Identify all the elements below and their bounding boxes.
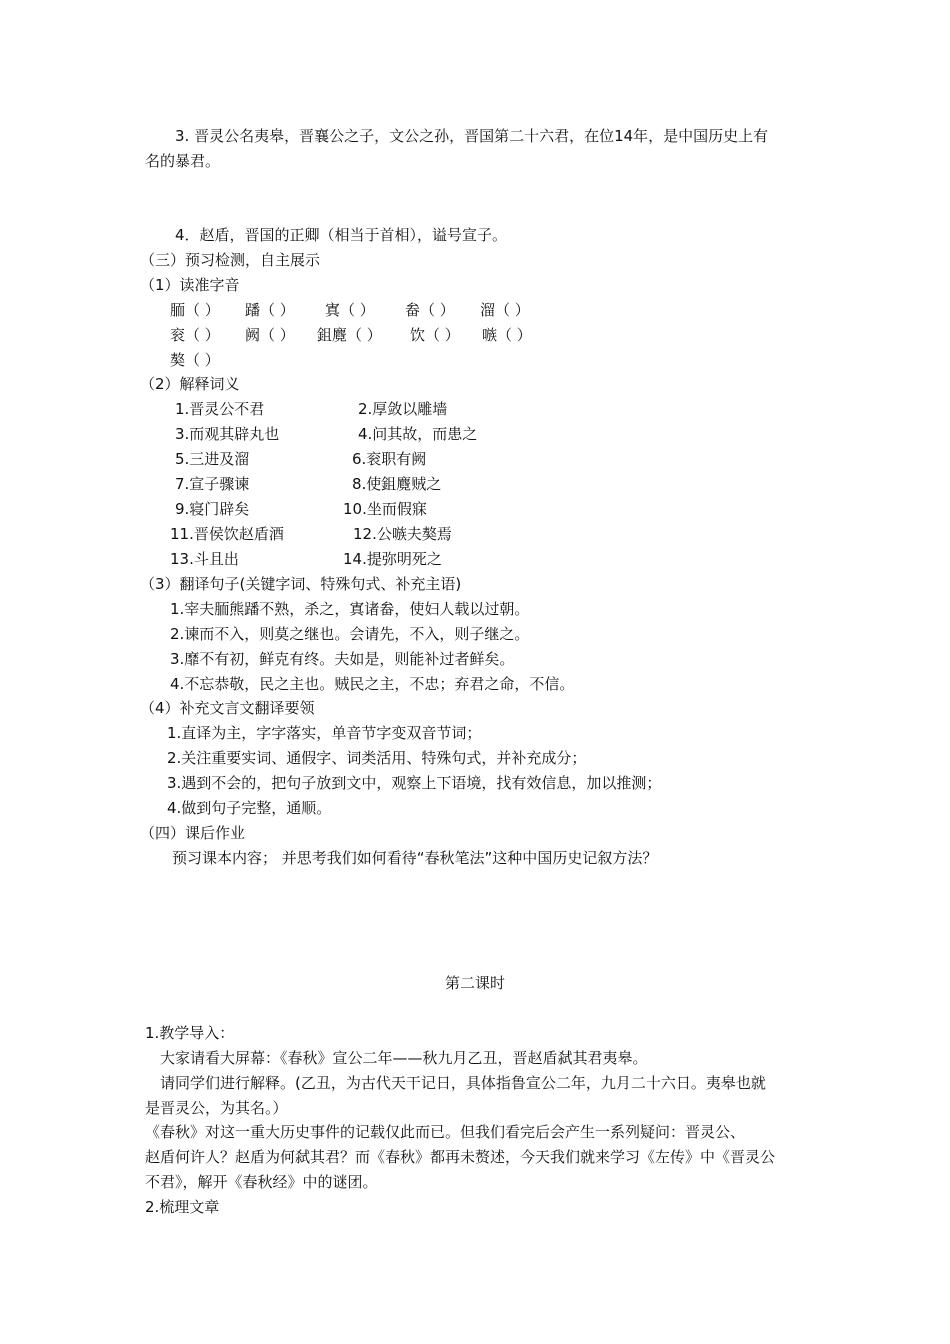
intro-paragraph-2-line-2: 是晋灵公，为其名。） (145, 1099, 288, 1117)
vocabulary-item: 6.衮职有阙 (352, 450, 427, 468)
translation-item: 4.不忘恭敬，民之主也。贼民之主，不忠；弃君之命，不信。 (170, 675, 575, 693)
pronunciation-item: 溜（ ） (480, 301, 530, 319)
intro-paragraph-3-line-1: 《春秋》对这一重大历史事件的记载仅此而已。但我们看完后会产生一系列疑问：晋灵公、 (145, 1123, 746, 1141)
vocabulary-item: 12.公嗾夫獒焉 (353, 525, 452, 543)
vocabulary-item: 9.寝门辟矣 (175, 500, 250, 518)
method-item: 2.关注重要实词、通假字、词类活用、特殊句式，并补充成分； (167, 749, 587, 767)
vocabulary-item: 2.厚敛以雕墙 (358, 400, 448, 418)
pronunciation-item: 嗾（ ） (482, 326, 532, 344)
translation-item: 1.宰夫胹熊蹯不熟，杀之，寘诸畚，使妇人载以过朝。 (170, 600, 530, 618)
vocabulary-heading: （2）解释词义 (140, 375, 240, 393)
pronunciation-heading: （1）读准字音 (140, 276, 240, 294)
section-3-heading: （三）预习检测，自主展示 (140, 251, 321, 269)
vocabulary-item: 11.晋侯饮赵盾酒 (170, 525, 284, 543)
translation-item: 2.谏而不入，则莫之继也。会请先，不入，则子继之。 (170, 625, 530, 643)
note-3-line-2: 名的暴君。 (145, 152, 221, 170)
vocabulary-item: 10.坐而假寐 (343, 500, 427, 518)
pronunciation-item: 畚（ ） (405, 301, 455, 319)
translation-item: 3.靡不有初，鲜克有终。夫如是，则能补过者鲜矣。 (170, 650, 515, 668)
method-item: 1.直译为主，字字落实，单音节字变双音节词； (167, 724, 482, 742)
pronunciation-item: 胹（ ） (170, 301, 220, 319)
vocabulary-item: 5.三进及溜 (175, 450, 250, 468)
pronunciation-item: 饮（ ） (410, 326, 460, 344)
method-item: 4.做到句子完整，通顺。 (167, 799, 332, 817)
homework-text: 预习课本内容； 并思考我们如何看待“春秋笔法”这种中国历史记叙方法？ (172, 849, 658, 867)
vocabulary-item: 8.使鉏麑贼之 (352, 475, 442, 493)
vocabulary-item: 3.而观其辟丸也 (175, 425, 280, 443)
sort-heading: 2.梳理文章 (145, 1198, 220, 1216)
intro-paragraph-3-line-3: 不君》，解开《春秋经》中的谜团。 (145, 1173, 378, 1191)
pronunciation-item: 衮（ ） (170, 326, 220, 344)
method-item: 3.遇到不会的，把句子放到文中，观察上下语境，找有效信息，加以推测； (167, 774, 662, 792)
vocabulary-item: 13.斗且出 (170, 550, 239, 568)
pronunciation-item: 蹯（ ） (245, 301, 295, 319)
lesson-2-title: 第二课时 (444, 974, 505, 992)
pronunciation-item: 寘（ ） (325, 301, 375, 319)
note-4: 4．赵盾，晋国的正卿（相当于首相），谥号宣子。 (175, 226, 508, 244)
method-heading: （4）补充文言文翻译要领 (140, 699, 315, 717)
vocabulary-item: 1.晋灵公不君 (175, 400, 265, 418)
pronunciation-item: 獒（ ） (170, 351, 220, 369)
pronunciation-item: 鉏麑（ ） (317, 326, 382, 344)
vocabulary-item: 14.提弥明死之 (343, 550, 442, 568)
pronunciation-item: 阙（ ） (245, 326, 295, 344)
note-3-line-1: 3. 晋灵公名夷皋，晋襄公之子，文公之孙，晋国第二十六君，在位14年，是中国历史上有 (175, 127, 769, 145)
vocabulary-item: 4.问其故，而患之 (358, 425, 478, 443)
vocabulary-item: 7.宣子骤谏 (175, 475, 250, 493)
section-4-heading: （四）课后作业 (140, 824, 246, 842)
intro-paragraph-2-line-1: 请同学们进行解释。(乙丑，为古代天干记日，具体指鲁宣公二年，九月二十六日。夷皋也就 (160, 1074, 766, 1092)
intro-paragraph-3-line-2: 赵盾何许人？赵盾为何弑其君？而《春秋》都再未赘述，今天我们就来学习《左传》中《晋灵公 (145, 1148, 776, 1166)
intro-heading: 1.教学导入： (145, 1024, 235, 1042)
translation-heading: （3）翻译句子(关键字词、特殊句式、补充主语) (140, 575, 462, 593)
intro-paragraph-1: 大家请看大屏幕：《春秋》宣公二年——秋九月乙丑，晋赵盾弑其君夷皋。 (160, 1049, 648, 1067)
